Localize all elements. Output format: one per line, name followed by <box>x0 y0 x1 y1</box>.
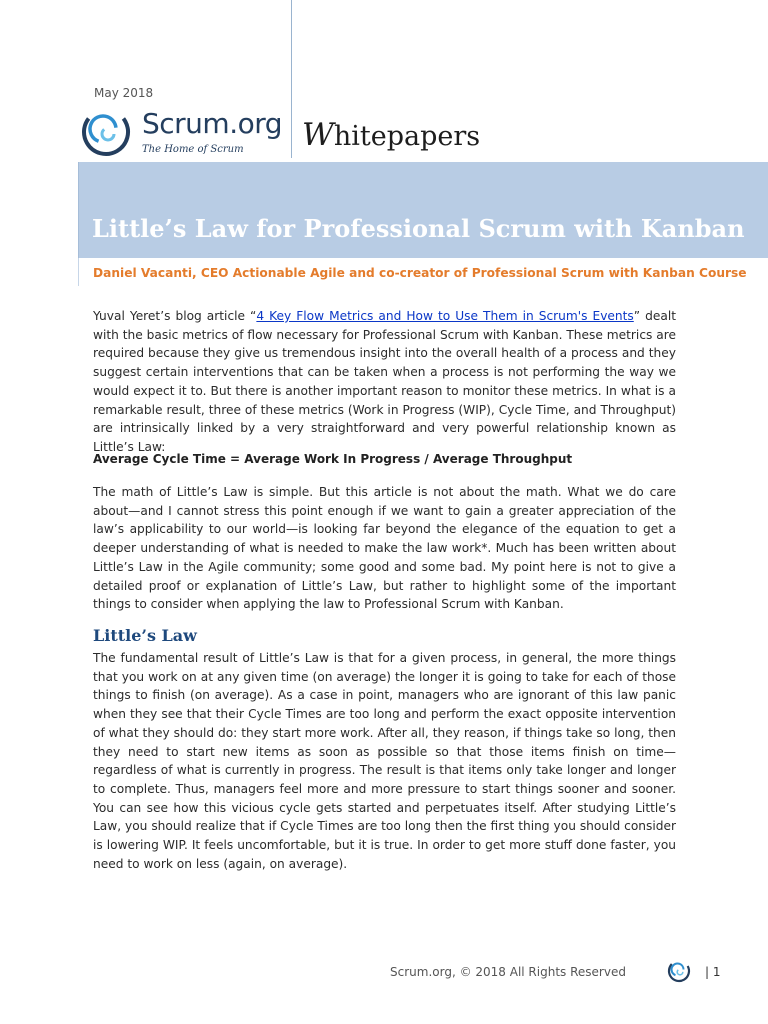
section-heading: Little’s Law <box>93 626 197 645</box>
intro-text-before: Yuval Yeret’s blog article “ <box>93 309 257 323</box>
swirl-logo-icon <box>78 103 138 159</box>
littles-law-formula: Average Cycle Time = Average Work In Progress / Average Throughput <box>93 452 573 466</box>
logo-wordmark: Scrum.org <box>142 107 283 140</box>
math-paragraph: The math of Little’s Law is simple. But this article is not about the math. What we do care about—and I cannot stress this point enough if we want to gain a greater appreciation of the law’s applicability to our world—is looking far beyond the elegance of the equation to get a deeper understanding of what is needed to make the law work*. Much has been written about Little’s Law in the Agile community; some good and some bad. My point here is not to give a detailed proof or explanation of Little’s Law, but rather to highlight some of the important things to consider when applying the law to Professional Scrum with Kanban. <box>93 485 676 612</box>
title-banner <box>78 162 768 258</box>
scrum-org-logo <box>78 103 288 161</box>
author-divider <box>78 258 79 286</box>
document-title: Little’s Law for Professional Scrum with Kanban <box>92 214 745 243</box>
author-line: Daniel Vacanti, CEO Actionable Agile and co-creator of Professional Scrum with Kanban Course <box>93 266 747 280</box>
section-label <box>302 117 480 153</box>
fundamental-result-paragraph: The fundamental result of Little’s Law is that for a given process, in general, the more things that you work on at any given time (on average) the longer it is going to take for each of those things to finish (on average). As a case in point, managers who are ignorant of this law panic when they see that their Cycle Times are too long and perform the exact opposite intervention of what they should do: they start more work. After all, they reason, if things take so long, then they need to start new items as soon as possible so that those items finish on time—regardless of what is currently in progress. The result is that items only take longer and longer to complete. Thus, managers feel more and more pressure to start things sooner and sooner. You can see how this vicious cycle gets started and perpetuates itself. After studying Little’s Law, you should realize that if Cycle Times are too long then the first thing you should consider is lowering WIP. It feels uncomfortable, but it is true. In order to get more stuff done faster, you need to work on less (again, on average). <box>93 651 676 871</box>
footer-copyright: Scrum.org, © 2018 All Rights Reserved <box>390 965 626 979</box>
page-number: | 1 <box>705 965 721 979</box>
section-label-initial: W <box>302 117 334 153</box>
intro-paragraph <box>93 307 676 457</box>
section-label-rest: hitepapers <box>333 121 481 152</box>
header-divider-line <box>291 0 292 158</box>
blog-article-link[interactable]: 4 Key Flow Metrics and How to Use Them in Scrum's Events <box>256 309 634 323</box>
logo-tagline: The Home of Scrum <box>142 144 244 155</box>
publication-date: May 2018 <box>94 86 154 100</box>
intro-text-after: ” dealt with the basic metrics of flow necessary for Professional Scrum with Kanban. These metrics are required because they give us tremendous insight into the overall health of a process and they suggest certain interventions that can be taken when a process is not performing the way we would expect it to. But there is another important reason to monitor these metrics. In what is a remarkable result, three of these metrics (Work in Progress (WIP), Cycle Time, and Throughput) are intrinsically linked by a very straightforward and very powerful relationship known as Little’s Law: <box>93 309 676 454</box>
footer-swirl-icon <box>665 957 693 985</box>
